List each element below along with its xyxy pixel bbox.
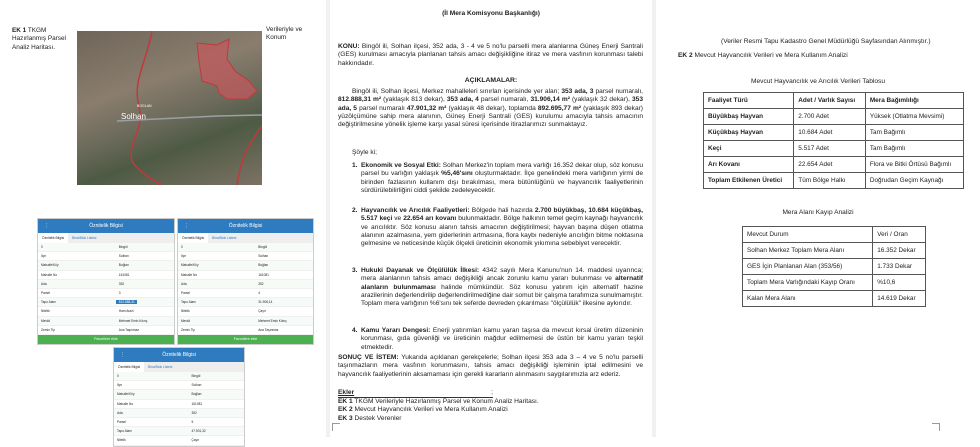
attribute-value-text: Solhan — [118, 254, 129, 259]
map-overlay — [77, 31, 262, 185]
attachment-code: EK 1 — [338, 398, 353, 405]
attribute-row — [114, 400, 244, 409]
add-favorites-button[interactable]: Favorilere ekle — [38, 335, 174, 344]
parcel-polygon — [197, 39, 257, 99]
attachment-item — [338, 398, 539, 406]
table-cell: Tüm Bölge Halkı — [794, 173, 866, 189]
attribute-value — [113, 307, 174, 315]
table-cell: Faaliyet Türü — [704, 93, 794, 109]
item-title: Hukuki Dayanak ve Ölçülülük İlkesi: — [361, 267, 480, 274]
caption-text: TKGM Hazırlanmış Parsel Analiz Haritası. — [12, 27, 66, 51]
attribute-value — [113, 326, 174, 334]
soyle-ki: Şöyle ki; — [352, 149, 377, 156]
attribute-value — [252, 307, 313, 315]
table-row — [743, 243, 926, 259]
table-cell: Doğrudan Geçim Kaynağı — [865, 173, 963, 189]
panel-tab[interactable]: Öznitelik Bilgisi — [114, 362, 144, 372]
source-note: (Veriler Resmi Tapu Kadastro Genel Müdürlüğü Sayfasından Alınmıştır.) — [721, 38, 931, 45]
attachment-title: TKGM Verileriyle Hazırlanmış Parsel ve Konum Analiz Haritası. — [354, 398, 539, 405]
attribute-row — [38, 289, 174, 298]
attribute-row — [114, 409, 244, 418]
attribute-key: Ada — [117, 410, 123, 415]
attribute-value — [252, 261, 313, 269]
item-text: alternatif alanların bulunmaması — [361, 275, 643, 291]
section-heading: AÇIKLAMALAR: — [464, 77, 518, 84]
attribute-row — [178, 326, 313, 335]
item-text: oluşturmaktadır. İlçe genelindeki mera varlığının yirmi de birinden fazlasının kullanım dışı bırakılması, mera bütünlüğünü ve hayvancılık faaliyetlerinin sürdürülebilirliğini ciddi şekilde zedeleyecektir. — [361, 170, 643, 194]
attribute-row — [178, 289, 313, 298]
attribute-row — [38, 243, 174, 252]
item-number: 2. — [352, 207, 358, 214]
table-cell: Arı Kovanı — [704, 157, 794, 173]
attribute-panel — [177, 218, 314, 345]
attribute-value-text: 352 — [118, 281, 125, 286]
ek2-heading — [678, 52, 848, 60]
intro-segment: 353 ada, 3 — [561, 88, 594, 95]
intro-segment: (yaklaşık 48 dekar), toplamda — [446, 104, 538, 112]
table-cell: Kalan Mera Alanı — [743, 291, 873, 307]
subject-text: Bingöl ili, Solhan ilçesi, 352 ada, 3 - 4 ve 5 no'lu parselli mera alanlarına Güneş Enerji Santrali (GES) kurulması amacıyla planlanan tahsis amacı değişikliğine itiraz ve mera vasfının korunması talebi hakkındadır. — [338, 43, 643, 67]
intro-paragraph — [338, 88, 643, 129]
intro-segment: parsel numaralı, — [593, 88, 644, 95]
attribute-value-text: Bingöl — [191, 374, 201, 378]
attribute-key: İl — [41, 245, 43, 249]
item-number: 1. — [352, 162, 358, 169]
attribute-key: Parsel — [41, 290, 51, 295]
attribute-row — [38, 261, 174, 270]
attribute-value — [252, 298, 313, 306]
attribute-value-text: 352 — [258, 281, 264, 286]
panel-header — [178, 219, 313, 233]
attribute-row — [38, 326, 174, 335]
attribute-value — [252, 252, 313, 260]
map-caption-right: Verileriyle ve Konum — [266, 26, 303, 42]
intro-segment: (yaklaşık 893 dekar) yüzölçümüne sahip mera alanının, Güneş Enerji Santrali (GES) kurulumu amacıyla tahsis amacının değiştirilmesine yönelik işleme karşı yasal süresi içerisinde itirazlarımızı sunmaktayız. — [338, 104, 644, 129]
table-cell: 1.733 Dekar — [873, 259, 926, 275]
panel-tabs — [178, 233, 313, 243]
attribute-value — [186, 381, 245, 389]
table-row — [743, 275, 926, 291]
attribute-key: İl — [117, 374, 119, 378]
map-label-district: BOGLAN — [137, 104, 152, 108]
attribute-key: Tapu Alanı — [117, 429, 132, 434]
district-boundary — [131, 31, 161, 185]
table-row — [743, 291, 926, 307]
item-text: Enerji yatırımları kamu yararı taşısa da mevcut kırsal üretim düzeninin korunması, gıda güvenliği ve üreticinin mağdur edilmemesi de üstün bir kamu yararı teşkil etmektedir. — [361, 327, 644, 351]
subject-label: KONU: — [338, 43, 360, 50]
attachment-title: Mevcut Hayvancılık Verileri ve Mera Kullanım Analizi — [354, 406, 508, 414]
attribute-key: İlçe — [181, 254, 186, 259]
argument-item — [352, 162, 643, 195]
attribute-row — [38, 317, 174, 326]
attribute-value — [113, 289, 174, 297]
attribute-key: Mahalle/Köy — [181, 263, 199, 268]
table-cell: Mera Bağımlılığı — [865, 93, 963, 109]
attribute-value-text: 3 — [118, 290, 121, 295]
attribute-value — [252, 243, 313, 251]
attribute-value — [113, 271, 174, 279]
attribute-row — [38, 280, 174, 289]
attribute-key: Parsel — [181, 290, 191, 295]
panel-title: Öznitelik Bilgisi — [228, 223, 263, 229]
attachments-heading — [338, 389, 493, 398]
intro-segment: 812.888,31 m² — [338, 96, 382, 104]
map-caption — [12, 27, 72, 52]
page-ek2 — [656, 0, 980, 437]
item-text: ve — [392, 215, 404, 223]
panel-tab[interactable]: Bina/Blok Listesi — [72, 236, 97, 240]
attribute-key: Zemin Tip — [41, 327, 55, 332]
attribute-row — [114, 418, 244, 427]
attribute-row — [178, 261, 313, 270]
attachments-label: Ekler — [338, 389, 355, 396]
attribute-value-text: Bingöl — [118, 245, 128, 249]
attribute-value-text: Çayır — [258, 309, 266, 314]
attribute-row — [38, 252, 174, 261]
intro-segment: (yaklaşık 32 dekar), — [569, 96, 632, 104]
table-row — [704, 109, 964, 125]
subject — [338, 43, 643, 68]
attribute-value — [113, 243, 174, 251]
attribute-row — [178, 307, 313, 316]
attribute-row — [114, 436, 244, 445]
attribute-value-text: 5 — [191, 419, 194, 424]
attribute-row — [178, 271, 313, 280]
ek2-text: Mevcut Hayvancılık Verileri ve Mera Kullanım Analizi — [694, 52, 848, 59]
item-text: %5,46'sını — [441, 170, 473, 178]
table-cell: Keçi — [704, 141, 794, 157]
attribute-value — [113, 298, 174, 306]
item-text: halinde mümkündür. Söz konusu yatırım için alternatif hazine arazilerinin değerlendirilip değerlendirilmediğine dair somut bir çalışma tarafımıza sunulmamıştır. Toplam mera varlığının %6'sını tek seferde devreden çıkarılması "ölçülülük" ilkesine aykırıdır. — [361, 283, 644, 308]
conclusion-text: Yukarıda açıklanan gerekçelerle; Solhan ilçesi 353 ada 3 – 4 ve 5 no'lu parselli taşınmazların mera vasfının korunmasını, tahsis amacı değişikliği işleminin iptal edilmesini ve hayvancılık faaliyetlerinin aksamaması için gerekli kararların alınmasını saygılarımızla arz ederiz. — [338, 354, 643, 378]
attribute-rows — [178, 243, 313, 335]
page-ek1 — [0, 0, 326, 443]
attribute-value — [252, 326, 313, 334]
attribute-rows — [38, 243, 174, 335]
attribute-value — [186, 409, 245, 417]
attachment-item — [338, 415, 539, 423]
intro-segment: 892.695,77 m² — [537, 104, 582, 112]
attribute-value-text: 161081 — [118, 272, 130, 277]
panel-header — [114, 348, 244, 362]
table-row — [704, 173, 964, 189]
table-cell: 22.654 Adet — [794, 157, 866, 173]
attribute-row — [178, 280, 313, 289]
table-row — [704, 157, 964, 173]
attribute-row — [178, 298, 313, 307]
addressee: (İl Mera Komisyonu Başkanlığı) — [442, 10, 540, 17]
item-number: 4. — [352, 327, 358, 334]
attribute-value-text: Mehmet Emin Kılınç — [118, 318, 148, 323]
table-cell: Büyükbaş Hayvan — [704, 109, 794, 125]
district-boundary — [237, 126, 262, 185]
item-title: Ekonomik ve Sosyal Etki: — [361, 162, 441, 169]
table-cell: 16.352 Dekar — [873, 243, 926, 259]
attribute-value — [186, 372, 245, 380]
table-cell: Tam Bağımlı — [865, 125, 963, 141]
attribute-panel — [37, 218, 175, 345]
menu-icon[interactable]: ⋮ — [120, 352, 125, 358]
map-label-town: Solhan — [121, 112, 146, 121]
add-favorites-button[interactable]: Favorilere ekle — [178, 335, 313, 344]
ek2-label: EK 2 — [678, 52, 693, 59]
table-cell: GES İçin Planlanan Alan (353/56) — [743, 259, 873, 275]
attribute-value — [186, 436, 245, 444]
attribute-value-text: 47.901,32 — [191, 429, 206, 434]
intro-segment: Bingöl ili, Solhan ilçesi, Merkez mahalleleri sınırları içerisinde yer alan; — [352, 88, 562, 95]
attribute-value-text: Ana Taşınmaz — [118, 327, 139, 332]
attribute-key: Nitelik — [181, 309, 190, 314]
attribute-key: Mahalle No — [181, 272, 198, 277]
attribute-panel — [113, 347, 245, 447]
intro-segment: 353 ada, 5 — [338, 96, 643, 112]
table-row — [704, 125, 964, 141]
table-row — [704, 141, 964, 157]
intro-segment: (yaklaşık 813 dekar), — [381, 96, 447, 104]
item-text: 4342 sayılı Mera Kanunu'nun 14. maddesi uyarınca; mera alanlarının tahsis amacı değişikliği ancak zorunlu kamu yararı bulunması ve — [361, 267, 643, 283]
table-cell: Flora ve Bitki Örtüsü Bağımlı — [865, 157, 963, 173]
table-cell: Toplam Mera Varlığındaki Kayıp Oranı — [743, 275, 873, 291]
table-cell: Küçükbaş Hayvan — [704, 125, 794, 141]
attribute-value-text: 352 — [191, 410, 197, 415]
table-cell: 14.619 Dekar — [873, 291, 926, 307]
item-text: 22.654 arı kovanı — [403, 215, 457, 223]
menu-icon[interactable]: ⋮ — [44, 223, 49, 229]
intro-segment: 47.901,32 m² — [406, 104, 447, 112]
attribute-value-text: Boğlan — [191, 392, 202, 397]
argument-item — [352, 327, 643, 352]
panel-tab[interactable]: Öznitelik Bilgisi — [178, 233, 208, 243]
attachment-code: EK 3 — [338, 414, 353, 422]
attribute-value — [186, 427, 245, 435]
attribute-row — [114, 372, 244, 381]
attribute-value-text: Boğlan — [258, 263, 269, 268]
intro-segment: parsel numaralı, — [478, 96, 531, 104]
attachment-title: Destek Verenler — [354, 414, 402, 422]
attribute-value — [113, 252, 174, 260]
attribute-value-text: Çayır — [191, 438, 200, 443]
attribute-key: Tapu Alanı — [41, 300, 56, 305]
attribute-row — [38, 298, 174, 307]
table1-title: Mevcut Hayvancılık ve Arıcılık Verileri Tablosu — [750, 78, 885, 85]
table-row — [704, 93, 964, 109]
attribute-row — [38, 271, 174, 280]
attribute-value — [113, 280, 174, 288]
attribute-value — [252, 280, 313, 288]
attribute-key: Mahalle No — [41, 272, 58, 277]
attribute-row — [114, 390, 244, 399]
attribute-key: İlçe — [41, 254, 46, 259]
intro-segment: 31.906,14 m² — [530, 96, 570, 104]
attribute-value — [186, 418, 245, 426]
attribute-value-text: 161081 — [191, 401, 203, 406]
attribute-value — [186, 400, 245, 408]
panel-title: Öznitelik Bilgisi — [89, 223, 123, 229]
attribute-key: Mahalle No — [117, 401, 134, 406]
attribute-value — [252, 289, 313, 297]
item-text: Solhan Merkez'in toplam mera varlığı 16.352 dekar olup, söz konusu parsel bu varlığın yaklaşık — [361, 162, 644, 178]
page-corner-mark — [332, 423, 340, 431]
argument-item — [352, 267, 643, 308]
panel-tab[interactable]: Öznitelik Bilgisi — [38, 233, 68, 243]
argument-item — [352, 207, 643, 248]
attribute-value — [186, 390, 245, 398]
attachments-end: ; — [491, 389, 493, 396]
item-text: Bölgede hali hazırda — [469, 207, 535, 214]
attribute-value-text: Boğlan — [118, 263, 129, 268]
attribute-key: Mahalle/Köy — [117, 392, 135, 397]
attachment-item — [338, 406, 539, 414]
attribute-row — [114, 427, 244, 436]
table-row — [743, 227, 926, 243]
table-cell: 2.700 Adet — [794, 109, 866, 125]
table-cell: 5.517 Adet — [794, 141, 866, 157]
item-text: bulunmaktadır. Bölge halkının temel geçim kaynağı hayvancılık ve arıcılıktır. Söz konusu alanın tahsis amacının değiştirilmesi; hayvan başına düşen otlatma alanının azalmasına, yem giderlerinin artmasına, flora kaybı nedeniyle arıcılığın bitme noktasına gelmesine ve neticesinde küçük ölçekli üreticinin ekonomik yıkımına sebebiyet verecektir. — [361, 215, 643, 248]
attribute-row — [178, 252, 313, 261]
attribute-value-text: Mehmet Emin Kılınç — [258, 318, 287, 323]
livestock-table — [703, 92, 964, 189]
table-cell: 10.684 Adet — [794, 125, 866, 141]
attribute-value-text: Solhan — [258, 254, 269, 259]
attribute-value — [252, 317, 313, 325]
attribute-value-text: Bingöl — [258, 245, 268, 249]
menu-icon[interactable]: ⋮ — [184, 223, 189, 229]
item-title: Hayvancılık ve Arıcılık Faaliyetleri: — [361, 207, 470, 214]
pasture-loss-table — [742, 226, 926, 307]
attribute-key: Ada — [181, 281, 187, 286]
panel-title: Öznitelik Bilgisi — [162, 352, 196, 358]
page-corner-mark — [932, 423, 940, 431]
attachment-code: EK 2 — [338, 406, 353, 414]
table2-title: Mera Alanı Kayıp Analizi — [782, 209, 854, 216]
attribute-key: Nitelik — [117, 438, 126, 443]
table-cell: Toplam Etkilenen Üretici — [704, 173, 794, 189]
table-row — [743, 259, 926, 275]
panel-header — [38, 219, 174, 233]
attribute-value-text: Solhan — [191, 383, 202, 388]
page-petition — [330, 0, 652, 437]
attribute-value-text: Ham Arazi — [118, 309, 134, 314]
attribute-key: Parsel — [117, 419, 127, 424]
item-number: 3. — [352, 267, 358, 274]
attribute-value-text: 31.906,14 — [258, 300, 273, 305]
attribute-value-text: 812.888,31 — [116, 300, 137, 304]
attribute-row — [178, 243, 313, 252]
item-title: Kamu Yararı Dengesi: — [361, 327, 431, 334]
attribute-row — [38, 307, 174, 316]
intro-segment: parsel numaralı — [356, 104, 407, 112]
attribute-key: Zemin Tip — [181, 327, 195, 332]
attribute-row — [114, 381, 244, 390]
panel-tab[interactable]: Bina/Blok Listesi — [212, 236, 237, 240]
attribute-key: Nitelik — [41, 309, 50, 314]
attribute-key: Ada — [41, 281, 47, 286]
attribute-value — [252, 271, 313, 279]
conclusion-label: SONUÇ VE İSTEM: — [338, 354, 399, 361]
attribute-key: Mevkii — [181, 318, 191, 323]
intro-segment: 353 ada, 4 — [446, 96, 479, 104]
table-cell: Mevcut Durum — [743, 227, 873, 243]
conclusion — [338, 354, 643, 379]
attribute-value-text: 161081 — [258, 272, 269, 277]
attribute-row — [178, 317, 313, 326]
attribute-key: Mahalle/Köy — [41, 263, 59, 268]
caption-bold: EK 1 — [12, 27, 27, 34]
attribute-key: İlçe — [117, 383, 122, 388]
attribute-value — [113, 317, 174, 325]
attribute-value-text: Ana Taşınmaz — [258, 327, 279, 332]
attribute-value-text: 4 — [258, 290, 261, 295]
table-cell: Solhan Merkez Toplam Mera Alanı — [743, 243, 873, 259]
table-cell: %10,6 — [873, 275, 926, 291]
table-cell: Adet / Varlık Sayısı — [794, 93, 866, 109]
parcel-map — [77, 31, 262, 185]
table-cell: Yüksek (Otlatma Mevsimi) — [865, 109, 963, 125]
table-cell: Veri / Oran — [873, 227, 926, 243]
item-text: 2.700 büyükbaş, 10.684 küçükbaş, 5.517 keçi — [361, 207, 643, 223]
attribute-key: Tapu Alanı — [181, 300, 196, 305]
attribute-key: Mevkii — [41, 318, 51, 323]
panel-tab[interactable]: Bina/Blok Listesi — [148, 365, 173, 369]
attribute-value — [113, 261, 174, 269]
panel-tabs — [114, 362, 244, 372]
attribute-rows — [114, 372, 244, 446]
panel-tabs — [38, 233, 174, 243]
attribute-key: İl — [181, 245, 183, 249]
table-cell: Tam Bağımlı — [865, 141, 963, 157]
